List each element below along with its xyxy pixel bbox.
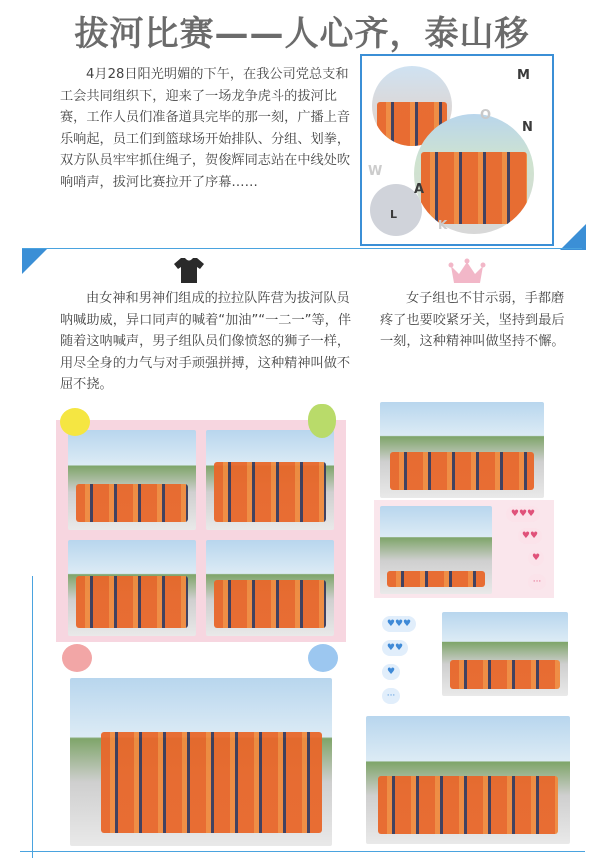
- tshirt-icon: [172, 256, 206, 284]
- collage-letter: K: [438, 218, 448, 232]
- intro-paragraph: 4月28日阳光明媚的下午，在我公司党总支和工会共同组织下，迎来了一场龙争虎斗的拔河比赛，工作人员们准备道具完毕的那一刻，广播上音乐响起，员工们到篮球场开始排队、分组、划拳，双方队员牢牢抓住绳子，贺俊辉同志站在中线处吹响哨声，拔河比赛拉开了序幕……: [60, 67, 351, 190]
- divider-line: [20, 851, 585, 852]
- men-section-paragraph: 由女神和男神们组成的拉拉队阵营为拔河队员呐喊助威，异口同声的喊着“加油”“一二一”等，伴随着这呐喊声，男子组队员们像愤怒的狮子一样，用尽全身的力气与对手顽强拼搏，这种精神叫做不屈不挠。: [60, 291, 352, 392]
- photo: [206, 430, 334, 530]
- lemon-icon: [60, 408, 90, 436]
- heart-bubble-icon: ♥♥: [382, 640, 408, 656]
- divider-line: [32, 576, 33, 858]
- collage-letter: M: [517, 68, 530, 83]
- page-title: 拔河比赛——人心齐，泰山移: [74, 14, 530, 54]
- collage-letter: O: [480, 108, 492, 123]
- heart-bubble-icon: ♥♥♥: [506, 506, 540, 522]
- photo: [68, 540, 196, 636]
- heart-bubble-icon: ♥♥♥: [382, 616, 416, 632]
- collage-letter: A: [414, 182, 425, 197]
- apple-icon: [62, 644, 92, 672]
- heart-bubble-icon: ♥: [382, 664, 400, 680]
- collage-letter: W: [368, 164, 383, 179]
- corner-triangle: [560, 224, 586, 250]
- photo: [442, 612, 568, 696]
- ellipsis-bubble-icon: ···: [382, 688, 400, 704]
- divider-line: [22, 248, 582, 249]
- crown-icon: [448, 258, 486, 286]
- pear-icon: [308, 404, 336, 438]
- photo: [70, 678, 332, 846]
- ellipsis-bubble-icon: ···: [528, 574, 546, 590]
- photo: [366, 716, 570, 844]
- photo-grid-frame: [56, 420, 346, 642]
- corner-triangle: [22, 248, 48, 274]
- heart-bubble-icon: ♥♥: [518, 528, 542, 544]
- circle-photo: [414, 114, 534, 234]
- photo: [380, 506, 492, 594]
- photo: [380, 402, 544, 498]
- collage-letter: N: [522, 120, 533, 135]
- photo: [68, 430, 196, 530]
- collage-frame: [360, 54, 554, 246]
- collage-letter: L: [390, 208, 398, 221]
- blueberry-icon: [308, 644, 338, 672]
- photo: [206, 540, 334, 636]
- heart-bubble-icon: ♥: [528, 550, 544, 566]
- women-section-paragraph: 女子组也不甘示弱，手都磨疼了也要咬紧牙关，坚持到最后一刻，这种精神叫做坚持不懈。: [380, 291, 565, 349]
